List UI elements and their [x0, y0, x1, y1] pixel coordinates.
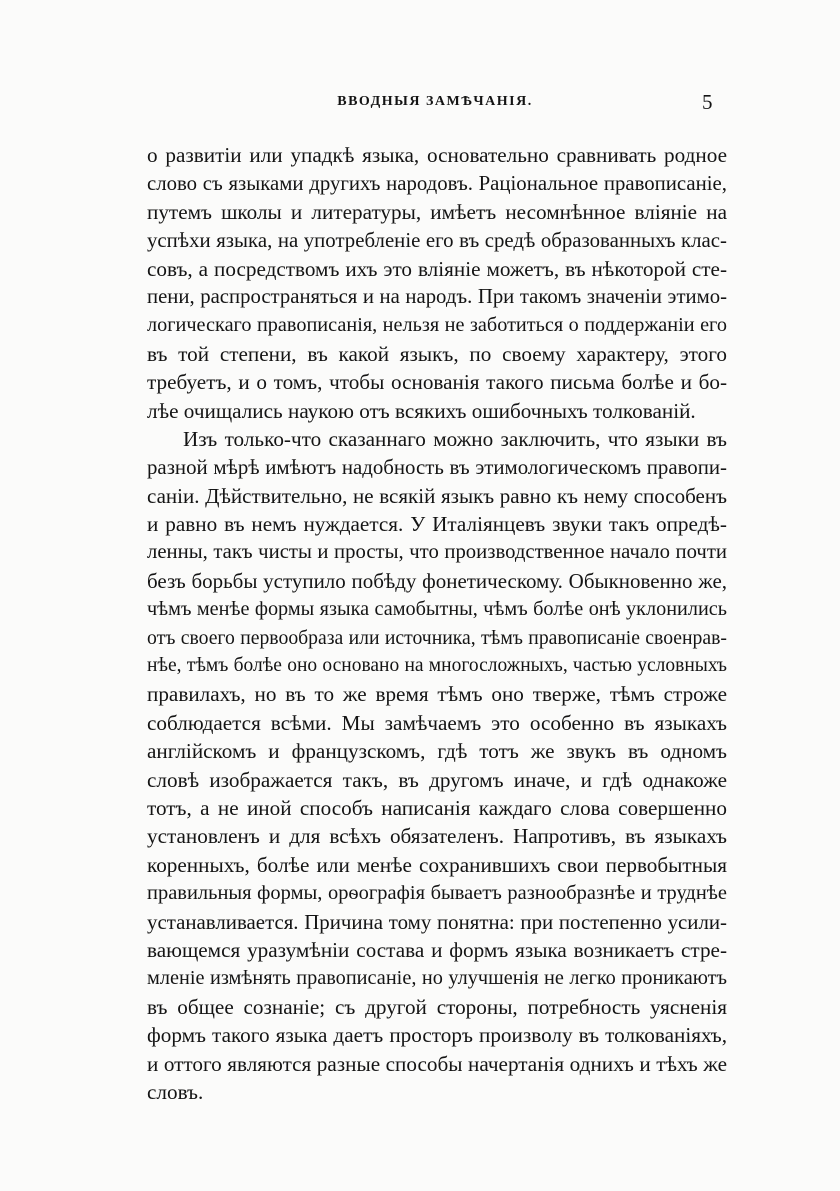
- paragraph-start-line: Изъ только-что сказаннаго можно заключить, что языки въ: [183, 426, 727, 451]
- page-number: 5: [702, 90, 713, 114]
- text-line: требуетъ, и о томъ, чтобы основанія такого письма болѣе и бо-: [147, 370, 727, 395]
- text-line: ленны, такъ чисты и просты, что производственное начало почти: [147, 541, 727, 564]
- text-line: установленъ и для всѣхъ обязателенъ. Напротивъ, въ языкахъ: [147, 824, 727, 849]
- text-line: нѣе, тѣмъ болѣе оно основано на многосложныхъ, частью условныхъ: [147, 655, 727, 677]
- text-line: англійскомъ и французскомъ, гдѣ тотъ же звукъ въ одномъ: [147, 739, 727, 764]
- text-line: отъ своего первообраза или источника, тѣмъ правописаніе своенрав-: [147, 626, 727, 649]
- text-line: устанавливается. Причина тому понятна: при постепенно усили-: [147, 909, 727, 934]
- text-line: мленіе измѣнять правописаніе, но улучшенія не легко проникаютъ: [147, 967, 727, 990]
- text-line: тотъ, а не иной способъ написанія каждаго слова совершенно: [147, 795, 727, 820]
- text-line: въ той степени, въ какой языкъ, по своему характеру, этого: [147, 341, 727, 366]
- text-line: пени, распространяться и на народъ. При такомъ значеніи этимо-: [147, 285, 727, 308]
- text-line: правилахъ, но въ то же время тѣмъ оно тверже, тѣмъ строже: [147, 682, 727, 707]
- text-line: въ общее сознаніе; съ другой стороны, потребность уясненія: [147, 994, 727, 1019]
- running-title: ВВОДНЫЯ ЗАМѢЧАНІЯ.: [337, 94, 533, 109]
- text-line: словѣ изображается такъ, въ другомъ иначе, и гдѣ однакоже: [147, 767, 727, 792]
- text-line: правильныя формы, орѳографія бываетъ разнообразнѣе и труднѣе: [147, 882, 727, 905]
- text-line: чѣмъ менѣе формы языка самобытны, чѣмъ болѣе онѣ уклонились: [147, 598, 727, 621]
- text-line: вающемся уразумѣніи состава и формъ языка возникаетъ стре-: [147, 937, 727, 962]
- body-text: [147, 141, 727, 1106]
- text-line: безъ борьбы уступило побѣду фонетическому. Обыкновенно же,: [147, 568, 727, 593]
- text-line: разной мѣрѣ имѣютъ надобность въ этимологическомъ правопи-: [147, 455, 727, 480]
- text-line: и равно въ немъ нуждается. У Италіянцевъ звуки такъ опредѣ-: [147, 512, 727, 537]
- paragraph-end-line: словъ.: [147, 1079, 204, 1104]
- text-line: путемъ школы и литературы, имѣетъ несомнѣнное вліяніе на: [147, 199, 727, 224]
- text-line: и оттого являются разные способы начертанія однихъ и тѣхъ же: [147, 1051, 727, 1076]
- text-line: совъ, а посредствомъ ихъ это вліяніе можетъ, въ нѣкоторой сте-: [147, 256, 727, 281]
- text-line: слово съ языками другихъ народовъ. Раціональное правописаніе,: [147, 171, 727, 196]
- text-line: логическаго правописанія, нельзя не заботиться о поддержаніи его: [147, 314, 727, 337]
- text-line: соблюдается всѣми. Мы замѣчаемъ это особенно въ языкахъ: [147, 710, 727, 735]
- text-line: формъ такого языка даетъ просторъ произволу въ толкованіяхъ,: [147, 1023, 727, 1048]
- text-line: коренныхъ, болѣе или менѣе сохранившихъ свои первобытныя: [147, 852, 727, 877]
- text-line: успѣхи языка, на употребленіе его въ средѣ образованныхъ клас-: [147, 228, 727, 253]
- text-line: саніи. Дѣйствительно, не всякій языкъ равно къ нему способенъ: [147, 483, 727, 508]
- running-head: [0, 90, 840, 118]
- paragraph-end-line: лѣе очищались наукою отъ всякихъ ошибочныхъ толкованій.: [147, 398, 696, 423]
- text-line: о развитіи или упадкѣ языка, основательно сравнивать родное: [147, 143, 727, 167]
